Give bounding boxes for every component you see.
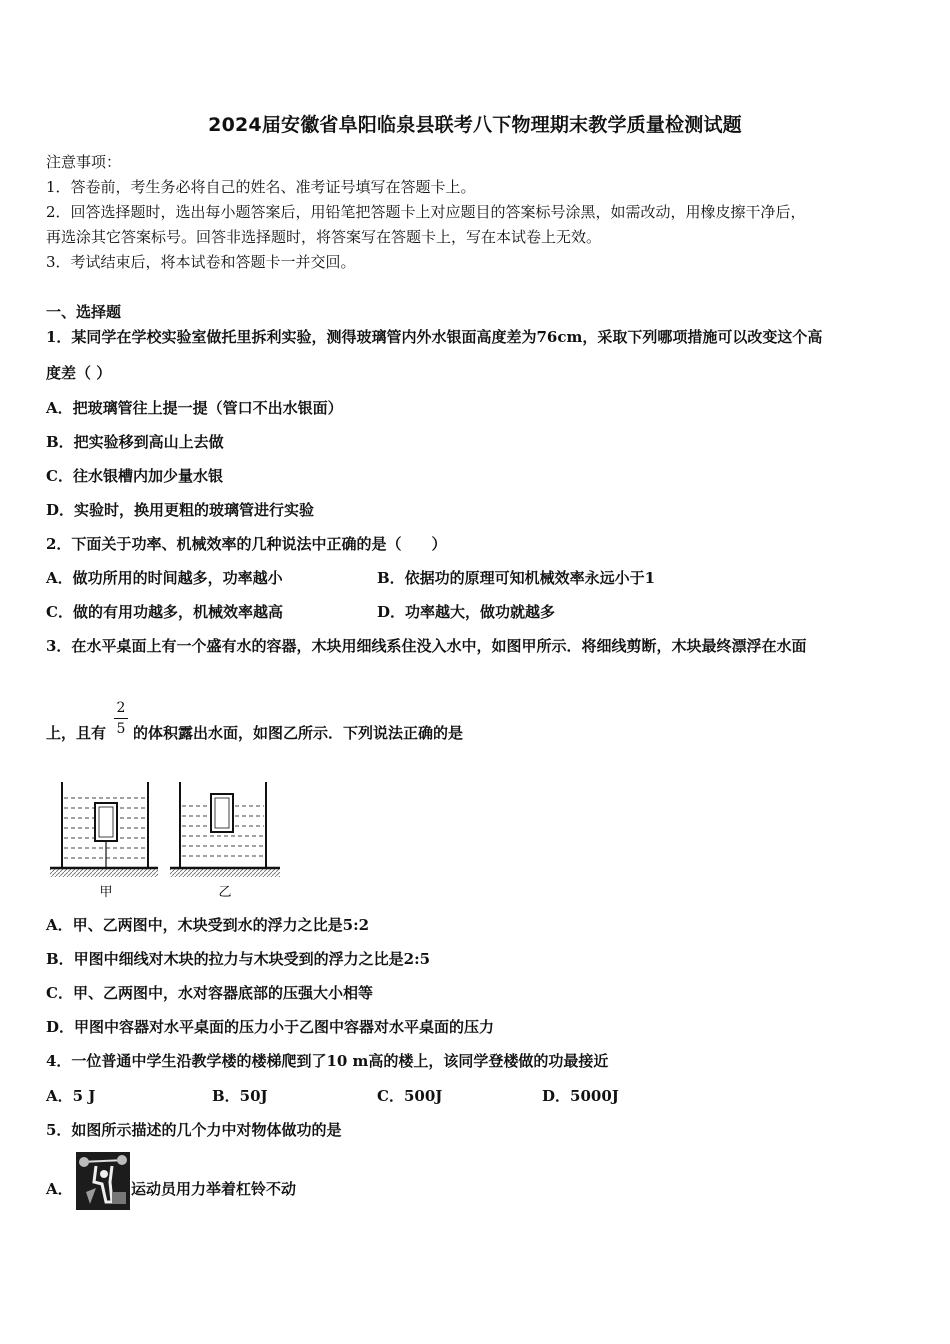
q4-option-c: C．500J (377, 1087, 443, 1105)
q4-option-a: A．5 J (46, 1087, 96, 1105)
notice-item: 1．答卷前，考生务必将自己的姓名、准考证号填写在答题卡上。 (46, 178, 476, 196)
notice-item: 再选涂其它答案标号。回答非选择题时，将答案写在答题卡上，写在本试卷上无效。 (46, 228, 602, 246)
q5-stem: 5．如图所示描述的几个力中对物体做功的是 (46, 1121, 342, 1139)
q4-option-d: D．5000J (542, 1087, 619, 1105)
q1-option-a: A．把玻璃管往上提一提（管口不出水银面） (46, 399, 343, 417)
q1-option-c: C．往水银槽内加少量水银 (46, 467, 223, 485)
q3-stem-post: 的体积露出水面，如图乙所示．下列说法正确的是 (133, 724, 464, 742)
q3-stem-pre: 上，且有 (46, 724, 107, 742)
q1-option-b: B．把实验移到高山上去做 (46, 433, 224, 451)
notice-item: 2．回答选择题时，选出每小题答案后，用铅笔把答题卡上对应题目的答案标号涂黑，如需改动，用橡皮擦干净后， (46, 203, 806, 221)
q1-stem-cont: 度差（ ） (46, 364, 112, 382)
fraction (114, 700, 128, 737)
q2-stem: 2．下面关于功率、机械效率的几种说法中正确的是（ ） (46, 535, 447, 553)
q3-figure (48, 776, 288, 902)
q4-stem: 4．一位普通中学生沿教学楼的楼梯爬到了10 m高的楼上，该同学登楼做的功最接近 (46, 1052, 609, 1070)
page-title: 2024届安徽省阜阳临泉县联考八下物理期末教学质量检测试题 (208, 114, 742, 136)
q1-stem: 1．某同学在学校实验室做托里拆利实验，测得玻璃管内外水银面高度差为76cm，采取下列哪项措施可以改变这个高 (46, 328, 823, 346)
container-jia (50, 782, 158, 877)
q3-option-d: D．甲图中容器对水平桌面的压力小于乙图中容器对水平桌面的压力 (46, 1018, 495, 1036)
notice-heading: 注意事项： (46, 153, 122, 171)
figure-label-yi: 乙 (218, 885, 232, 900)
section-heading: 一、选择题 (46, 303, 122, 321)
q5-option-a-text: 运动员用力举着杠铃不动 (131, 1180, 297, 1198)
figure-label-jia: 甲 (99, 885, 113, 900)
beaker-diagram (48, 776, 288, 902)
q5-option-a-letter: A． (46, 1180, 73, 1198)
q3-option-c: C．甲、乙两图中，水对容器底部的压强大小相等 (46, 984, 373, 1002)
q4-option-b: B．50J (212, 1087, 268, 1105)
fraction-bar (114, 718, 128, 719)
fraction-denominator: 5 (116, 721, 126, 737)
q3-option-a: A．甲、乙两图中，木块受到水的浮力之比是5:2 (46, 916, 370, 934)
q1-option-d: D．实验时，换用更粗的玻璃管进行实验 (46, 501, 315, 519)
weightlifter-icon (76, 1152, 130, 1210)
q2-option-d: D．功率越大，做功就越多 (377, 603, 556, 621)
notice-item: 3．考试结束后，将本试卷和答题卡一并交回。 (46, 253, 356, 271)
q2-option-c: C．做的有用功越多，机械效率越高 (46, 603, 283, 621)
container-yi (170, 782, 280, 877)
q2-option-a: A．做功所用的时间越多，功率越小 (46, 569, 283, 587)
q3-option-b: B．甲图中细线对木块的拉力与木块受到的浮力之比是2:5 (46, 950, 431, 968)
weightlifter-image (76, 1152, 130, 1210)
fraction-numerator: 2 (116, 700, 126, 716)
q2-option-b: B．依据功的原理可知机械效率永远小于1 (377, 569, 656, 587)
q3-stem: 3．在水平桌面上有一个盛有水的容器，木块用细线系住没入水中，如图甲所示．将细线剪断，木块最终漂浮在水面 (46, 637, 807, 655)
